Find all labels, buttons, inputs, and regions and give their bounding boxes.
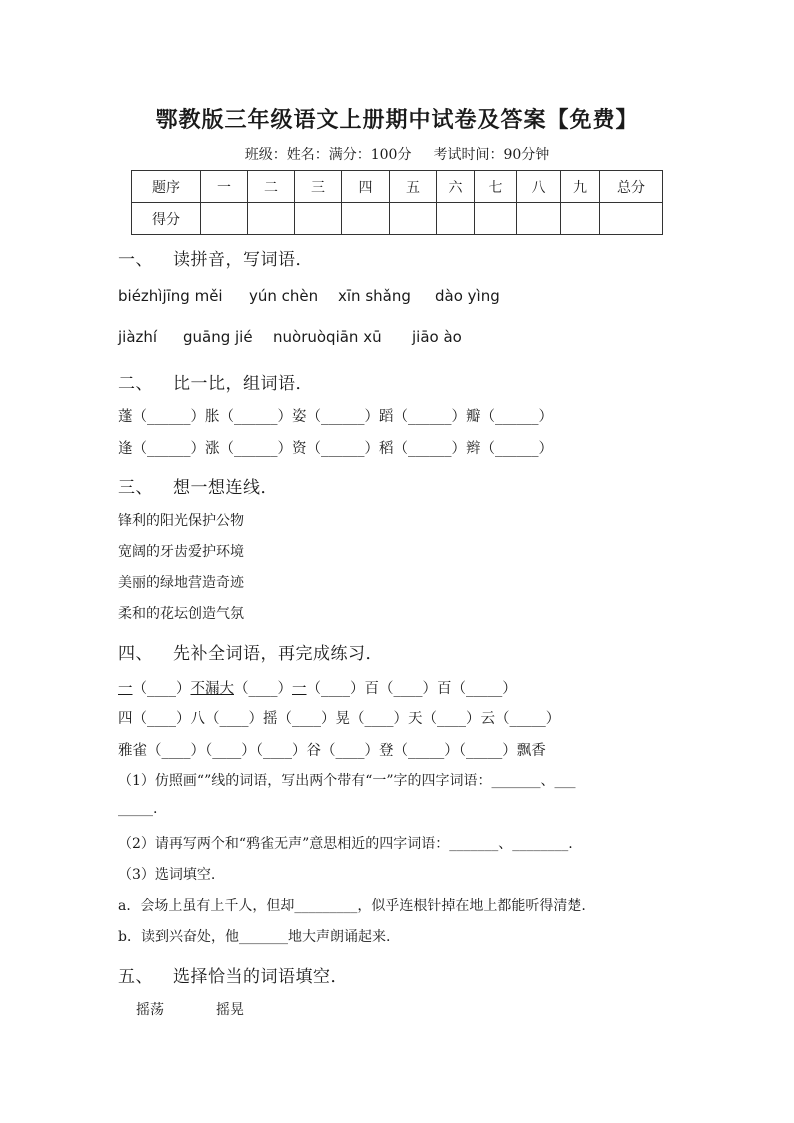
word-compare-row-1: 蓬（______）胀（______）姿（______）蹈（______）瓣（______） — [118, 409, 553, 425]
header-cell: 七 — [475, 171, 517, 203]
score-cell[interactable] — [475, 203, 517, 235]
section-5-heading — [118, 962, 348, 987]
section-title: 比一比，组词语． — [173, 374, 313, 394]
pinyin-item: biézhìjīng měi — [118, 287, 223, 305]
exam-info — [0, 144, 794, 164]
score-cell[interactable] — [342, 203, 390, 235]
match-line: 宽阔的牙齿爱护环境 — [118, 544, 244, 560]
question-3a: a．会场上虽有上千人，但却_________，似乎连根针掉在地上都能听得清楚. — [118, 898, 586, 914]
section-number: 一、 — [118, 250, 153, 270]
section-title: 想一想连线． — [173, 478, 278, 498]
blanks: （____）百（____）百（_____） — [306, 681, 517, 697]
question-3b: b．读到兴奋处，他_______地大声朗诵起来. — [118, 929, 391, 945]
score-table — [131, 170, 663, 235]
blank: （____） — [234, 681, 292, 697]
question-1-continuation: _____. — [118, 801, 158, 817]
pinyin-item: guāng jié — [183, 328, 253, 346]
score-table-header-row — [132, 171, 663, 203]
match-line: 锋利的阳光保护公物 — [118, 513, 244, 529]
section-number: 三、 — [118, 478, 153, 498]
pinyin-row-2 — [118, 328, 462, 346]
pinyin-item: dào yìng — [435, 287, 500, 305]
header-cell: 五 — [390, 171, 437, 203]
pinyin-item: xīn shǎng — [338, 287, 411, 305]
pinyin-item: yún chèn — [249, 287, 319, 305]
score-cell[interactable] — [517, 203, 561, 235]
section-4-heading — [118, 639, 383, 664]
section-2-heading — [118, 369, 313, 394]
word-compare-row-2: 逢（______）涨（______）资（______）稻（______）辫（______） — [118, 441, 553, 457]
fill-row-2: 四（____）八（____）摇（____）晃（____）天（____）云（_____） — [118, 711, 561, 727]
header-cell: 四 — [342, 171, 390, 203]
question-3: （3）选词填空. — [118, 867, 216, 883]
section-title: 选择恰当的词语填空． — [173, 967, 348, 987]
fill-row-1 — [118, 677, 517, 698]
pinyin-item: jiàzhí — [118, 328, 158, 346]
header-cell: 九 — [561, 171, 600, 203]
header-cell: 六 — [437, 171, 475, 203]
section-number: 五、 — [118, 967, 153, 987]
score-cell[interactable] — [600, 203, 663, 235]
match-line: 柔和的花坛创造气氛 — [118, 606, 244, 622]
pinyin-item: nuòruòqiān xū — [273, 328, 382, 346]
exam-time: 考试时间：90分钟 — [433, 147, 550, 163]
section-number: 四、 — [118, 644, 153, 664]
pinyin-item: jiāo ào — [412, 328, 462, 346]
section-number: 二、 — [118, 374, 153, 394]
header-cell: 题序 — [132, 171, 201, 203]
score-table-score-row — [132, 203, 663, 235]
section-3-heading — [118, 473, 278, 498]
class-name-score: 班级：姓名：满分：100分 — [244, 147, 412, 163]
header-cell: 八 — [517, 171, 561, 203]
header-cell: 一 — [201, 171, 248, 203]
score-cell[interactable] — [390, 203, 437, 235]
word-choices — [136, 999, 244, 1019]
section-title: 先补全词语，再完成练习． — [173, 644, 383, 664]
page-title: 鄂教版三年级语文上册期中试卷及答案【免费】 — [155, 107, 639, 133]
word-choice: 摇荡 — [136, 1002, 164, 1018]
fill-row-3: 雅雀（____）（____）（____）谷（____）登（_____）（_____）飘香 — [118, 743, 546, 759]
pinyin-row-1 — [118, 287, 500, 305]
question-2: （2）请再写两个和“鸦雀无声”意思相近的四字词语：_______、________. — [118, 836, 573, 852]
header-cell: 总分 — [600, 171, 663, 203]
header-cell: 二 — [248, 171, 295, 203]
underlined-char: 一 — [118, 681, 133, 697]
header-cell: 三 — [295, 171, 342, 203]
section-1-heading — [118, 245, 313, 270]
blank: （____） — [132, 681, 191, 697]
underlined-example: 不漏大 — [190, 681, 234, 697]
section-title: 读拼音，写词语． — [173, 250, 313, 270]
match-line: 美丽的绿地营造奇迹 — [118, 575, 244, 591]
word-choice: 摇晃 — [216, 1002, 244, 1018]
score-cell[interactable] — [248, 203, 295, 235]
underlined-char: 一 — [292, 681, 307, 697]
score-cell[interactable] — [561, 203, 600, 235]
score-cell[interactable] — [437, 203, 475, 235]
score-row-label: 得分 — [132, 203, 201, 235]
question-1: （1）仿照画“”线的词语，写出两个带有“一”字的四字词语：_______、___ — [118, 773, 576, 789]
score-cell[interactable] — [295, 203, 342, 235]
score-cell[interactable] — [201, 203, 248, 235]
